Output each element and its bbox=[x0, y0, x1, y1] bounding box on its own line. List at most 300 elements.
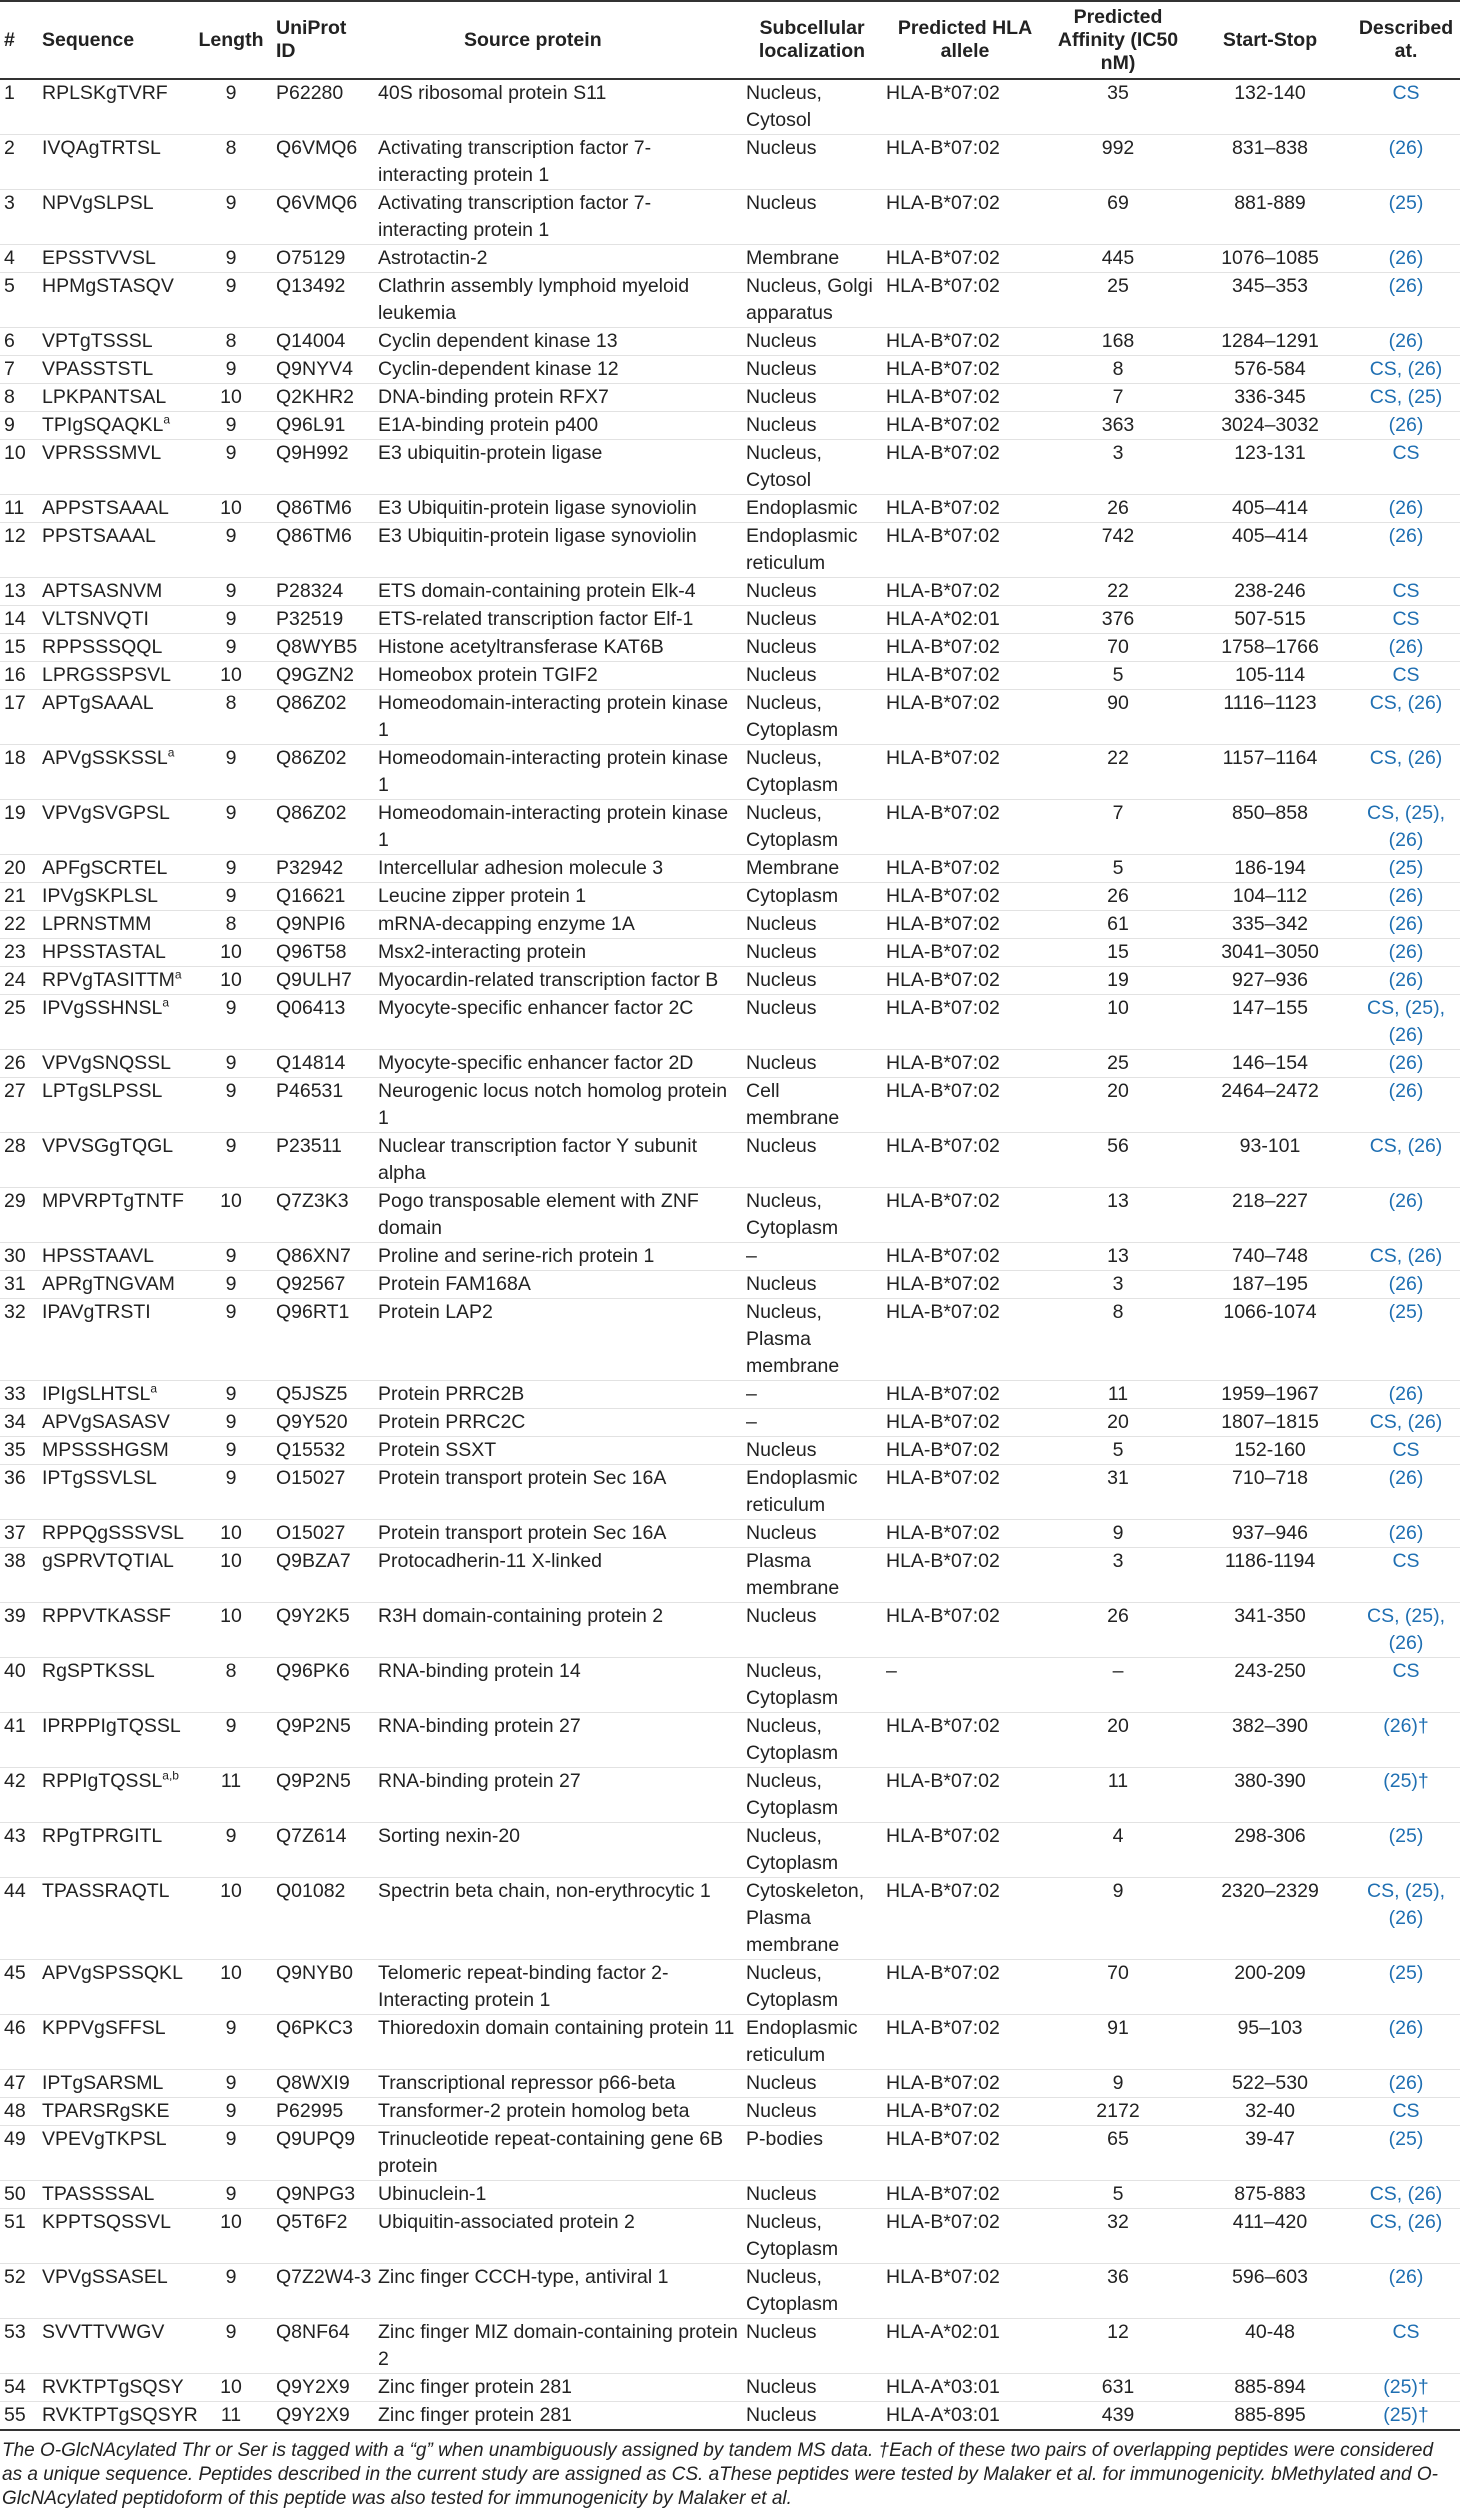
hla-cell: HLA-B*07:02 bbox=[886, 2128, 1000, 2150]
start-stop-cell: 123-131 bbox=[1234, 442, 1306, 464]
uniprot-cell: Q9NYB0 bbox=[276, 1962, 353, 1984]
length-cell: 9 bbox=[225, 1467, 237, 1489]
sequence-cell: IPTgSARSML bbox=[42, 2072, 164, 2094]
header-num: # bbox=[4, 28, 15, 51]
uniprot-cell: Q86Z02 bbox=[276, 802, 347, 824]
localization-cell: Nucleus bbox=[746, 2321, 817, 2343]
affinity-cell: 20 bbox=[1107, 1080, 1129, 1102]
start-stop-cell: 710–718 bbox=[1232, 1467, 1308, 1489]
table-row bbox=[0, 1243, 1460, 1271]
length-cell: 9 bbox=[225, 2321, 237, 2343]
length-cell: 9 bbox=[225, 1273, 237, 1295]
table-row bbox=[0, 2098, 1460, 2126]
table-row bbox=[0, 1465, 1460, 1520]
localization-cell: Cytoskeleton, Plasma membrane bbox=[746, 1880, 865, 1956]
source-protein-cell: 40S ribosomal protein S11 bbox=[378, 82, 607, 104]
table-row bbox=[0, 1960, 1460, 2015]
header-length: Length bbox=[198, 28, 264, 51]
hla-cell: HLA-B*07:02 bbox=[886, 1135, 1000, 1157]
length-cell: 10 bbox=[220, 1522, 242, 1544]
uniprot-cell: Q7Z614 bbox=[276, 1825, 347, 1847]
length-cell: 9 bbox=[225, 1135, 237, 1157]
row-number: 2 bbox=[4, 137, 15, 159]
table-row bbox=[0, 2181, 1460, 2209]
source-protein-cell: E1A-binding protein p400 bbox=[378, 414, 599, 436]
sequence-cell: HPSSTAAVL bbox=[42, 1245, 154, 1267]
uniprot-cell: Q96T58 bbox=[276, 941, 347, 963]
length-cell: 8 bbox=[225, 137, 237, 159]
described-cell: (25) bbox=[1388, 1301, 1424, 1323]
start-stop-cell: 243-250 bbox=[1234, 1660, 1306, 1682]
described-cell: (25)† bbox=[1383, 2404, 1429, 2426]
hla-cell: HLA-B*07:02 bbox=[886, 1052, 1000, 1074]
start-stop-cell: 522–530 bbox=[1232, 2072, 1308, 2094]
source-protein-cell: Clathrin assembly lymphoid myeloid leukemia bbox=[378, 275, 690, 324]
sequence-cell: TPASSRAQTL bbox=[42, 1880, 170, 1902]
hla-cell: HLA-B*07:02 bbox=[886, 857, 1000, 879]
localization-cell: Nucleus bbox=[746, 386, 817, 408]
described-cell: CS, (25), (26) bbox=[1366, 1605, 1446, 1654]
described-cell: CS, (25) bbox=[1369, 386, 1443, 408]
source-protein-cell: RNA-binding protein 27 bbox=[378, 1770, 581, 1792]
affinity-cell: 25 bbox=[1107, 1052, 1129, 1074]
hla-cell: HLA-B*07:02 bbox=[886, 137, 1000, 159]
sequence-cell: IVQAgTRTSL bbox=[42, 137, 161, 159]
hla-cell: HLA-A*02:01 bbox=[886, 608, 1000, 630]
sequence-cell: HPMgSTASQV bbox=[42, 275, 174, 297]
hla-cell: HLA-B*07:02 bbox=[886, 580, 1000, 602]
row-number: 37 bbox=[4, 1522, 26, 1544]
described-cell: (26) bbox=[1388, 1383, 1424, 1405]
footnote-marker: a,b bbox=[162, 1768, 179, 1783]
row-number: 4 bbox=[4, 247, 15, 269]
start-stop-cell: 39-47 bbox=[1245, 2128, 1295, 2150]
hla-cell: HLA-B*07:02 bbox=[886, 2072, 1000, 2094]
footnote-marker: a bbox=[174, 967, 182, 982]
uniprot-cell: Q9Y2K5 bbox=[276, 1605, 350, 1627]
hla-cell: HLA-B*07:02 bbox=[886, 1080, 1000, 1102]
table-row bbox=[0, 1878, 1460, 1960]
described-cell: CS, (25), (26) bbox=[1366, 1880, 1446, 1929]
uniprot-cell: Q9Y2X9 bbox=[276, 2404, 350, 2426]
sequence-cell: RPPQgSSSVSL bbox=[42, 1522, 184, 1544]
start-stop-cell: 596–603 bbox=[1232, 2266, 1308, 2288]
hla-cell: HLA-B*07:02 bbox=[886, 1273, 1000, 1295]
uniprot-cell: Q8WYB5 bbox=[276, 636, 358, 658]
described-cell: (26) bbox=[1388, 1190, 1424, 1212]
row-number: 51 bbox=[4, 2211, 26, 2233]
hla-cell: HLA-B*07:02 bbox=[886, 1190, 1000, 1212]
source-protein-cell: Transcriptional repressor p66-beta bbox=[378, 2072, 676, 2094]
start-stop-cell: 147–155 bbox=[1232, 997, 1308, 1019]
sequence-cell: VPVgSVGPSL bbox=[42, 802, 170, 824]
uniprot-cell: P32519 bbox=[276, 608, 344, 630]
row-number: 23 bbox=[4, 941, 26, 963]
described-cell: (26)† bbox=[1383, 1715, 1429, 1737]
hla-cell: HLA-B*07:02 bbox=[886, 275, 1000, 297]
affinity-cell: 70 bbox=[1107, 1962, 1129, 1984]
row-number: 29 bbox=[4, 1190, 26, 1212]
sequence-cell: RPPSSSQQL bbox=[42, 636, 163, 658]
row-number: 28 bbox=[4, 1135, 26, 1157]
affinity-cell: 26 bbox=[1107, 885, 1129, 907]
sequence-cell: APRgTNGVAM bbox=[42, 1273, 175, 1295]
length-cell: 10 bbox=[220, 969, 242, 991]
localization-cell: Nucleus, Cytosol bbox=[746, 442, 822, 491]
localization-cell: Nucleus bbox=[746, 358, 817, 380]
sequence-cell: IPTgSSVLSL bbox=[42, 1467, 157, 1489]
affinity-cell: 36 bbox=[1107, 2266, 1129, 2288]
uniprot-cell: Q9P2N5 bbox=[276, 1770, 351, 1792]
table-row bbox=[0, 135, 1460, 190]
row-number: 13 bbox=[4, 580, 26, 602]
source-protein-cell: DNA-binding protein RFX7 bbox=[378, 386, 609, 408]
start-stop-cell: 104–112 bbox=[1232, 885, 1308, 907]
start-stop-cell: 1116–1123 bbox=[1223, 692, 1317, 714]
start-stop-cell: 105-114 bbox=[1234, 664, 1306, 686]
described-cell: CS, (26) bbox=[1369, 2183, 1443, 2205]
table-row bbox=[0, 384, 1460, 412]
hla-cell: HLA-B*07:02 bbox=[886, 1439, 1000, 1461]
affinity-cell: 56 bbox=[1107, 1135, 1129, 1157]
row-number: 17 bbox=[4, 692, 26, 714]
length-cell: 10 bbox=[220, 1605, 242, 1627]
length-cell: 8 bbox=[225, 330, 237, 352]
start-stop-cell: 831–838 bbox=[1232, 137, 1308, 159]
footnote-marker: a bbox=[162, 995, 169, 1010]
source-protein-cell: Protein SSXT bbox=[378, 1439, 497, 1461]
row-number: 54 bbox=[4, 2376, 26, 2398]
row-number: 3 bbox=[4, 192, 15, 214]
uniprot-cell: Q9Y520 bbox=[276, 1411, 348, 1433]
start-stop-cell: 345–353 bbox=[1232, 275, 1308, 297]
localization-cell: Nucleus, Cytoplasm bbox=[746, 1190, 839, 1239]
footnote-marker: a bbox=[167, 745, 175, 760]
start-stop-cell: 1066-1074 bbox=[1223, 1301, 1317, 1323]
start-stop-cell: 298-306 bbox=[1234, 1825, 1306, 1847]
hla-cell: HLA-B*07:02 bbox=[886, 969, 1000, 991]
source-protein-cell: Intercellular adhesion molecule 3 bbox=[378, 857, 664, 879]
length-cell: 9 bbox=[225, 1411, 237, 1433]
sequence-cell: TPASSSSAL bbox=[42, 2183, 155, 2205]
uniprot-cell: Q9H992 bbox=[276, 442, 349, 464]
start-stop-cell: 1076–1085 bbox=[1221, 247, 1319, 269]
uniprot-cell: Q15532 bbox=[276, 1439, 346, 1461]
uniprot-cell: Q8WXI9 bbox=[276, 2072, 350, 2094]
table-row bbox=[0, 883, 1460, 911]
source-protein-cell: ETS-related transcription factor Elf-1 bbox=[378, 608, 694, 630]
length-cell: 11 bbox=[220, 1770, 242, 1792]
table-row bbox=[0, 2402, 1460, 2431]
described-cell: CS, (26) bbox=[1369, 2211, 1443, 2233]
length-cell: 9 bbox=[225, 1715, 237, 1737]
row-number: 16 bbox=[4, 664, 26, 686]
length-cell: 9 bbox=[225, 997, 237, 1019]
hla-cell: HLA-B*07:02 bbox=[886, 1880, 1000, 1902]
hla-cell: HLA-B*07:02 bbox=[886, 1770, 1000, 1792]
uniprot-cell: O15027 bbox=[276, 1522, 346, 1544]
hla-cell: HLA-B*07:02 bbox=[886, 2017, 1000, 2039]
described-cell: CS, (26) bbox=[1369, 692, 1443, 714]
header-localization: Subcellular localization bbox=[758, 17, 866, 62]
uniprot-cell: Q6VMQ6 bbox=[276, 192, 358, 214]
sequence-cell: RPVgTASITTM$^a$ bbox=[42, 967, 182, 991]
localization-cell: P-bodies bbox=[746, 2128, 823, 2150]
affinity-cell: 11 bbox=[1107, 1383, 1129, 1405]
sequence-cell: APVgSSKSSL$^a$ bbox=[42, 745, 175, 769]
localization-cell: Nucleus bbox=[746, 608, 817, 630]
start-stop-cell: 881-889 bbox=[1234, 192, 1306, 214]
hla-cell: HLA-B*07:02 bbox=[886, 692, 1000, 714]
row-number: 6 bbox=[4, 330, 15, 352]
length-cell: 9 bbox=[225, 1080, 237, 1102]
source-protein-cell: Trinucleotide repeat-containing gene 6B protein bbox=[378, 2128, 724, 2177]
described-cell: (25) bbox=[1388, 1825, 1424, 1847]
affinity-cell: 5 bbox=[1112, 857, 1124, 879]
length-cell: 10 bbox=[220, 2376, 242, 2398]
table-row bbox=[0, 995, 1460, 1050]
localization-cell: Nucleus, Cytosol bbox=[746, 82, 822, 131]
row-number: 25 bbox=[4, 997, 26, 1019]
hla-cell: HLA-A*02:01 bbox=[886, 2321, 1000, 2343]
header-start-stop: Start-Stop bbox=[1222, 28, 1318, 51]
table-body bbox=[0, 79, 1460, 2430]
described-cell: (26) bbox=[1388, 1080, 1424, 1102]
source-protein-cell: Myocyte-specific enhancer factor 2C bbox=[378, 997, 694, 1019]
sequence-cell: MPVRPTgTNTF bbox=[42, 1190, 184, 1212]
hla-cell: HLA-B*07:02 bbox=[886, 192, 1000, 214]
affinity-cell: 7 bbox=[1112, 802, 1124, 824]
hla-cell: HLA-A*03:01 bbox=[886, 2376, 1000, 2398]
localization-cell: Nucleus bbox=[746, 414, 817, 436]
localization-cell: Nucleus bbox=[746, 137, 817, 159]
hla-cell: HLA-B*07:02 bbox=[886, 941, 1000, 963]
described-cell: (26) bbox=[1388, 137, 1424, 159]
affinity-cell: 11 bbox=[1107, 1770, 1129, 1792]
affinity-cell: 22 bbox=[1107, 580, 1129, 602]
described-cell: (25) bbox=[1388, 2128, 1424, 2150]
length-cell: 8 bbox=[225, 1660, 237, 1682]
table-row bbox=[0, 745, 1460, 800]
described-cell: CS bbox=[1392, 2100, 1420, 2122]
described-cell: CS, (26) bbox=[1369, 747, 1443, 769]
uniprot-cell: Q7Z3K3 bbox=[276, 1190, 349, 1212]
row-number: 11 bbox=[4, 497, 25, 519]
start-stop-cell: 875-883 bbox=[1234, 2183, 1306, 2205]
sequence-cell: KPPTSQSSVL bbox=[42, 2211, 171, 2233]
row-number: 31 bbox=[4, 1273, 26, 1295]
start-stop-cell: 95–103 bbox=[1237, 2017, 1303, 2039]
source-protein-cell: Cyclin-dependent kinase 12 bbox=[378, 358, 619, 380]
hla-cell: HLA-B*07:02 bbox=[886, 1245, 1000, 1267]
affinity-cell: 8 bbox=[1112, 1301, 1124, 1323]
described-cell: (26) bbox=[1388, 1052, 1424, 1074]
source-protein-cell: E3 Ubiquitin-protein ligase synoviolin bbox=[378, 497, 697, 519]
sequence-cell: IPAVgTRSTI bbox=[42, 1301, 151, 1323]
row-number: 42 bbox=[4, 1770, 26, 1792]
uniprot-cell: Q14004 bbox=[276, 330, 346, 352]
localization-cell: Membrane bbox=[746, 247, 840, 269]
row-number: 35 bbox=[4, 1439, 26, 1461]
affinity-cell: 26 bbox=[1107, 497, 1129, 519]
affinity-cell: 13 bbox=[1107, 1245, 1129, 1267]
length-cell: 10 bbox=[220, 941, 242, 963]
described-cell: (26) bbox=[1388, 636, 1424, 658]
sequence-cell: MPSSSHGSM bbox=[42, 1439, 169, 1461]
uniprot-cell: Q6PKC3 bbox=[276, 2017, 353, 2039]
hla-cell: HLA-B*07:02 bbox=[886, 1605, 1000, 1627]
affinity-cell: 10 bbox=[1107, 997, 1129, 1019]
described-cell: (26) bbox=[1388, 1467, 1424, 1489]
table-row bbox=[0, 1409, 1460, 1437]
source-protein-cell: Protein transport protein Sec 16A bbox=[378, 1467, 667, 1489]
source-protein-cell: Protein LAP2 bbox=[378, 1301, 493, 1323]
affinity-cell: 25 bbox=[1107, 275, 1129, 297]
uniprot-cell: Q16621 bbox=[276, 885, 346, 907]
localization-cell: Nucleus, Cytoplasm bbox=[746, 1962, 839, 2011]
affinity-cell: 376 bbox=[1101, 608, 1135, 630]
source-protein-cell: Homeodomain-interacting protein kinase 1 bbox=[378, 747, 729, 796]
row-number: 24 bbox=[4, 969, 26, 991]
sequence-cell: HPSSTASTAL bbox=[42, 941, 166, 963]
uniprot-cell: P28324 bbox=[276, 580, 344, 602]
row-number: 50 bbox=[4, 2183, 26, 2205]
uniprot-cell: O15027 bbox=[276, 1467, 346, 1489]
length-cell: 9 bbox=[225, 192, 237, 214]
localization-cell: Nucleus bbox=[746, 636, 817, 658]
row-number: 14 bbox=[4, 608, 26, 630]
hla-cell: HLA-B*07:02 bbox=[886, 2100, 1000, 2122]
table-row bbox=[0, 523, 1460, 578]
start-stop-cell: 200-209 bbox=[1234, 1962, 1306, 1984]
affinity-cell: 8 bbox=[1112, 358, 1124, 380]
affinity-cell: 90 bbox=[1107, 692, 1129, 714]
sequence-cell: VPRSSSMVL bbox=[42, 442, 162, 464]
hla-cell: HLA-B*07:02 bbox=[886, 1301, 1000, 1323]
hla-cell: HLA-B*07:02 bbox=[886, 442, 1000, 464]
uniprot-cell: Q86Z02 bbox=[276, 747, 347, 769]
table-row bbox=[0, 662, 1460, 690]
described-cell: (26) bbox=[1388, 247, 1424, 269]
sequence-cell: RVKTPTgSQSYR bbox=[42, 2404, 198, 2426]
hla-cell: HLA-B*07:02 bbox=[886, 913, 1000, 935]
hla-cell: HLA-B*07:02 bbox=[886, 330, 1000, 352]
affinity-cell: 3 bbox=[1112, 1273, 1124, 1295]
start-stop-cell: 187–195 bbox=[1232, 1273, 1308, 1295]
start-stop-cell: 32-40 bbox=[1245, 2100, 1295, 2122]
hla-cell: HLA-B*07:02 bbox=[886, 414, 1000, 436]
localization-cell: Nucleus, Cytoplasm bbox=[746, 747, 839, 796]
sequence-cell: TPARSRgSKE bbox=[42, 2100, 170, 2122]
uniprot-cell: Q2KHR2 bbox=[276, 386, 355, 408]
affinity-cell: 91 bbox=[1107, 2017, 1129, 2039]
table-row bbox=[0, 245, 1460, 273]
localization-cell: Nucleus, Cytoplasm bbox=[746, 1715, 839, 1764]
table-row bbox=[0, 606, 1460, 634]
table-row bbox=[0, 1658, 1460, 1713]
length-cell: 9 bbox=[225, 747, 237, 769]
sequence-cell: RgSPTKSSL bbox=[42, 1660, 155, 1682]
hla-cell: HLA-B*07:02 bbox=[886, 2211, 1000, 2233]
table-row bbox=[0, 2126, 1460, 2181]
hla-cell: HLA-B*07:02 bbox=[886, 885, 1000, 907]
length-cell: 9 bbox=[225, 1245, 237, 1267]
table-row bbox=[0, 1050, 1460, 1078]
row-number: 21 bbox=[4, 885, 26, 907]
source-protein-cell: Protocadherin-11 X-linked bbox=[378, 1550, 603, 1572]
row-number: 8 bbox=[4, 386, 15, 408]
localization-cell: Nucleus bbox=[746, 1273, 817, 1295]
table-row bbox=[0, 690, 1460, 745]
uniprot-cell: P62280 bbox=[276, 82, 344, 104]
row-number: 47 bbox=[4, 2072, 26, 2094]
described-cell: (25)† bbox=[1383, 2376, 1429, 2398]
uniprot-cell: Q5T6F2 bbox=[276, 2211, 348, 2233]
table-row bbox=[0, 1299, 1460, 1381]
affinity-cell: 4 bbox=[1112, 1825, 1124, 1847]
source-protein-cell: RNA-binding protein 14 bbox=[378, 1660, 581, 1682]
uniprot-cell: Q9GZN2 bbox=[276, 664, 355, 686]
localization-cell: Nucleus bbox=[746, 1522, 817, 1544]
source-protein-cell: Neurogenic locus notch homolog protein 1 bbox=[378, 1080, 728, 1129]
described-cell: (25) bbox=[1388, 857, 1424, 879]
sequence-cell: RPPIgTQSSL$^{a,b}$ bbox=[42, 1768, 179, 1792]
uniprot-cell: Q01082 bbox=[276, 1880, 346, 1902]
table-row bbox=[0, 1271, 1460, 1299]
table-row bbox=[0, 495, 1460, 523]
uniprot-cell: Q9Y2X9 bbox=[276, 2376, 350, 2398]
length-cell: 9 bbox=[225, 2017, 237, 2039]
localization-cell: – bbox=[746, 1411, 757, 1433]
localization-cell: Endoplasmic reticulum bbox=[746, 525, 858, 574]
table-row bbox=[0, 440, 1460, 495]
sequence-cell: IPRPPIgTQSSL bbox=[42, 1715, 181, 1737]
header-hla: Predicted HLA allele bbox=[897, 17, 1033, 62]
localization-cell: Nucleus bbox=[746, 941, 817, 963]
start-stop-cell: 411–420 bbox=[1232, 2211, 1308, 2233]
source-protein-cell: Activating transcription factor 7-interacting protein 1 bbox=[378, 137, 652, 186]
uniprot-cell: Q92567 bbox=[276, 1273, 346, 1295]
source-protein-cell: E3 Ubiquitin-protein ligase synoviolin bbox=[378, 525, 697, 547]
localization-cell: Nucleus bbox=[746, 2072, 817, 2094]
table-row bbox=[0, 356, 1460, 384]
localization-cell: Nucleus bbox=[746, 330, 817, 352]
source-protein-cell: Zinc finger protein 281 bbox=[378, 2376, 573, 2398]
localization-cell: Plasma membrane bbox=[746, 1550, 840, 1599]
row-number: 1 bbox=[4, 82, 15, 104]
localization-cell: Membrane bbox=[746, 857, 840, 879]
length-cell: 9 bbox=[225, 1383, 237, 1405]
affinity-cell: 19 bbox=[1107, 969, 1129, 991]
table-row bbox=[0, 2015, 1460, 2070]
described-cell: CS, (26) bbox=[1369, 358, 1443, 380]
localization-cell: Nucleus, Cytoplasm bbox=[746, 802, 839, 851]
source-protein-cell: Astrotactin-2 bbox=[378, 247, 488, 269]
described-cell: CS bbox=[1392, 2321, 1420, 2343]
length-cell: 10 bbox=[220, 1880, 242, 1902]
described-cell: (26) bbox=[1388, 913, 1424, 935]
source-protein-cell: ETS domain-containing protein Elk-4 bbox=[378, 580, 696, 602]
uniprot-cell: Q06413 bbox=[276, 997, 346, 1019]
length-cell: 10 bbox=[220, 497, 242, 519]
source-protein-cell: Ubinuclein-1 bbox=[378, 2183, 487, 2205]
start-stop-cell: 218–227 bbox=[1232, 1190, 1308, 1212]
start-stop-cell: 405–414 bbox=[1232, 497, 1308, 519]
localization-cell: Nucleus bbox=[746, 664, 817, 686]
localization-cell: Endoplasmic reticulum bbox=[746, 1467, 858, 1516]
header-sequence: Sequence bbox=[42, 28, 135, 51]
localization-cell: Nucleus, Cytoplasm bbox=[746, 692, 839, 741]
